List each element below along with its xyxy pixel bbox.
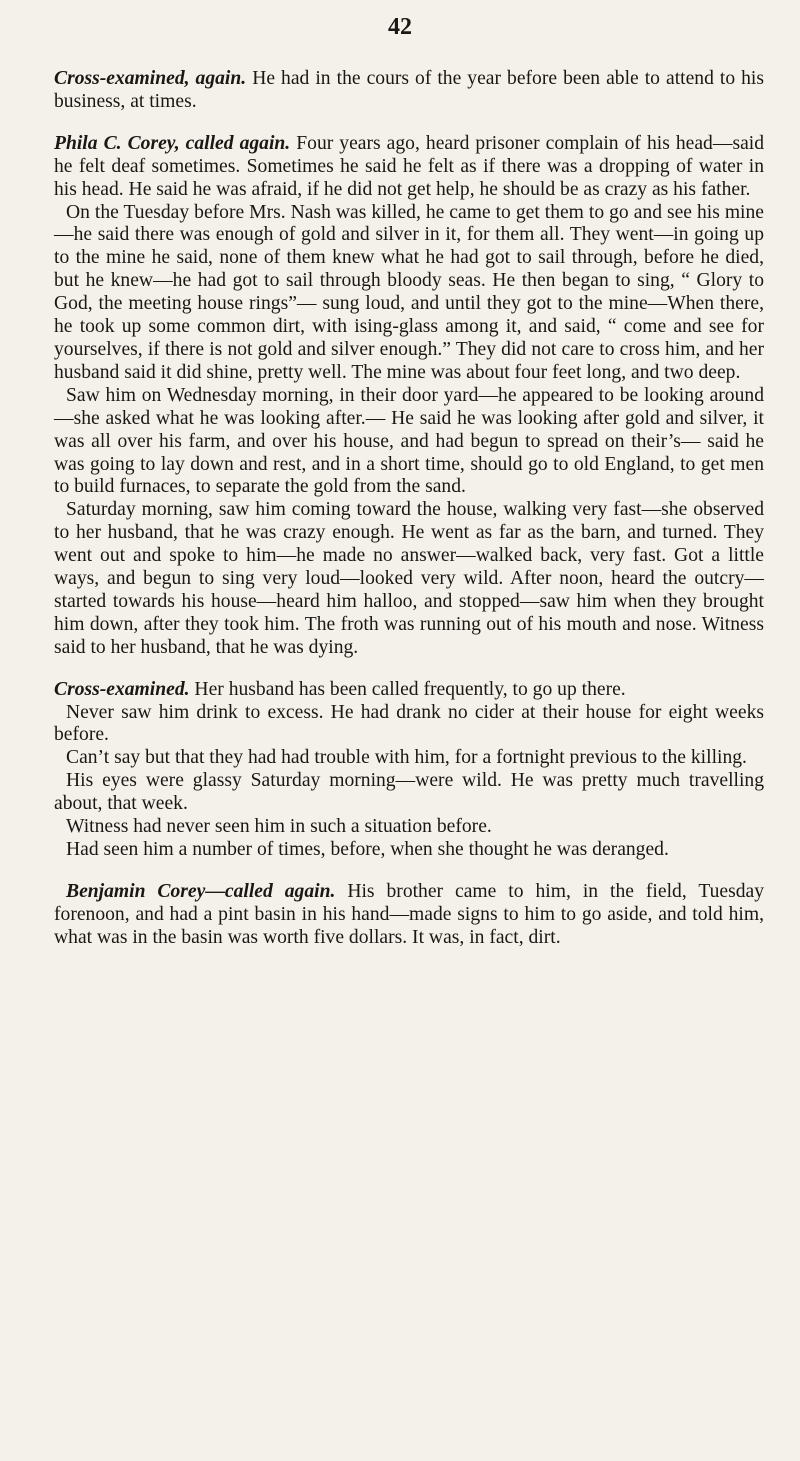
- paragraph: [54, 770, 764, 816]
- paragraph-text: He had in the cours of the year before been able to attend to his business, at times.: [54, 68, 765, 112]
- speaker-lead: Cross-examined, again.: [54, 68, 247, 89]
- speaker-lead: Phila C. Corey, called again.: [54, 132, 291, 154]
- paragraph: [54, 133, 764, 202]
- paragraph-text: On the Tuesday before Mrs. Nash was killed, he came to get them to go and see his mine—he said there was enough of gold and silver in it, for them all. They went—in going up to the mine he said, none of them knew what he had got to sail through, before he died, but he knew—he had got to sail through bloody seas. He then began to sing, “ Glory to God, the meeting house rings”— sung loud, and until they got to the mine—When there, he took up some common dirt, with ising-glass among it, and said, “ come and see for yourselves, if there is not gold and silver enough.” They did not care to cross him, and her husband said it did shine, pretty well. The mine was about four feet long, and two deep.: [54, 201, 764, 383]
- paragraph: [54, 679, 764, 702]
- paragraph-text: His eyes were glassy Saturday morning—were wild. He was pretty much travelling about, that week.: [54, 770, 764, 815]
- paragraph: [54, 881, 764, 950]
- paragraph-text: Saw him on Wednesday morning, in their door yard—he appeared to be looking around—she asked what he was looking after.— He said he was looking after gold and silver, it was all over his farm, and over his house, and had begun to spread on their’s— said he was going to lay down and rest, and in a short time, should go to old England, to get men to build furnaces, to separate the gold from the sand.: [54, 384, 764, 498]
- paragraph: [54, 839, 764, 862]
- paragraph-text: Saturday morning, saw him coming toward the house, walking very fast—she observed to her husband, that he was crazy enough. He went as far as the barn, and turned. They went out and spoke to him—he made no answer—walked back, very fast. Got a little ways, and begun to sing very loud—looked very wild. After noon, heard the outcry—started towards his house—heard him halloo, and stopped—saw him when they brought him down, after they took him. The froth was running out of his mouth and nose. Witness said to her husband, that he was dying.: [54, 499, 764, 658]
- paragraph: [54, 385, 764, 500]
- paragraph: [54, 702, 764, 748]
- paragraph: [54, 499, 764, 659]
- paragraph-text: Four years ago, heard prisoner complain of his head—said he felt deaf sometimes. Sometimes he said he felt as if there was a dropping of water in his head. He said he was afraid, if he did not get help, he should be as crazy as his father.: [54, 132, 765, 200]
- paragraph-text: His brother came to him, in the field, Tuesday forenoon, and had a pint basin in his hand—made signs to him to go aside, and told him, what was in the basin was worth five dollars. It was, in fact, dirt.: [54, 880, 765, 948]
- speaker-lead: Cross-examined.: [54, 678, 190, 700]
- speaker-lead: Benjamin Corey—called again.: [66, 880, 336, 902]
- page-number: 42: [388, 14, 412, 40]
- paragraph-text: Had seen him a number of times, before, when she thought he was deranged.: [66, 839, 669, 860]
- paragraph: [54, 68, 764, 114]
- paragraph-text: Can’t say but that they had had trouble with him, for a fortnight previous to the killing.: [66, 747, 747, 769]
- paragraph-text: Never saw him drink to excess. He had drank no cider at their house for eight weeks before.: [54, 701, 764, 746]
- paragraph: [54, 816, 764, 839]
- paragraph: [54, 747, 764, 770]
- paragraph: [54, 202, 764, 385]
- paragraph-text: Her husband has been called frequently, to go up there.: [189, 678, 626, 700]
- page-body-text: [54, 68, 764, 950]
- paragraph-text: Witness had never seen him in such a situation before.: [66, 816, 492, 838]
